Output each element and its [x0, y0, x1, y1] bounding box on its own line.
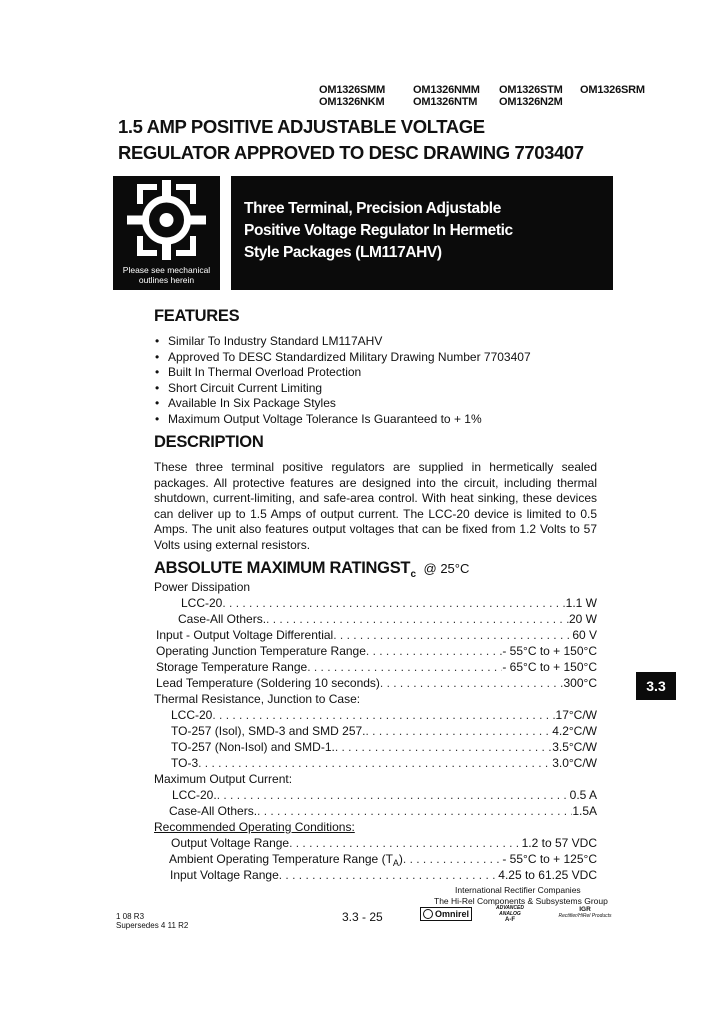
ir-logo-line-2: Rectifier/HiRel Products — [558, 913, 612, 919]
rating-label: TO-257 (Non-Isol) and SMD-1. — [171, 740, 335, 754]
rating-row-pd-lcc — [181, 596, 597, 612]
rating-label: Storage Temperature Range — [156, 660, 308, 674]
leader-dots — [403, 852, 502, 868]
logo-caption-line-1: Please see mechanical — [122, 265, 211, 275]
part-number-1: OM1326SMM — [319, 84, 386, 96]
description-text: These three terminal positive regulators are supplied in hermetically sealed packages. All protective features are designed into the circuit, including thermal shutdown, current-limiting, and safe-area control. With heat sinking, these devices can deliver up to 1.5 Amps of output current. The LCC-20 device is limited to 0.5 Amps. The unit also features output voltages that can be fixed from 1.2 Volts to 57 Volts using external resistors. — [154, 460, 597, 552]
rating-row-th-to3 — [171, 756, 597, 772]
rec-amb-subscript: A — [392, 858, 399, 868]
tagline-line-3: Style Packages (LM117AHV) — [244, 244, 442, 261]
title-line-1: 1.5 AMP POSITIVE ADJUSTABLE VOLTAGE — [118, 116, 485, 137]
rating-value: 1.2 to 57 VDC — [521, 836, 597, 850]
leader-dots — [335, 740, 552, 756]
rating-row-rec-ambient — [169, 852, 597, 869]
rec-amb-close: ) — [398, 852, 403, 866]
rating-value: - 55°C to + 125°C — [502, 852, 597, 866]
rating-value: 3.0°C/W — [552, 756, 597, 770]
advanced-analog-logo — [490, 905, 530, 923]
rating-value: 1.5A — [572, 804, 597, 818]
feature-item: • Short Circuit Current Limiting — [155, 381, 531, 397]
rating-row-th-lcc — [171, 708, 597, 724]
omnirel-logo — [420, 907, 472, 921]
rating-value: 3.5°C/W — [552, 740, 597, 754]
section-tab: 3.3 — [636, 672, 676, 700]
rating-value: 0.5 A — [569, 788, 597, 802]
leader-dots — [217, 788, 570, 804]
footer-company-line-1: International Rectifier Companies — [455, 885, 581, 895]
tagline-block — [231, 176, 613, 290]
rating-label: Output Voltage Range — [171, 836, 290, 850]
ratings-heading-c: c — [410, 569, 417, 580]
leader-dots — [212, 708, 555, 724]
rating-label — [169, 852, 403, 869]
features-heading: FEATURES — [154, 307, 240, 325]
rating-row-rec-output — [171, 836, 597, 852]
rating-row-th-to257-nonisol — [171, 740, 597, 756]
rating-row-storage — [156, 660, 597, 676]
rating-label: TO-3 — [171, 756, 199, 770]
part-number-7: OM1326N2M — [499, 96, 563, 108]
rating-row-th-to257-isol — [171, 724, 597, 740]
rating-row-op-junction — [156, 644, 597, 660]
rating-label: Input Voltage Range — [170, 868, 279, 882]
footer-supersedes: Supersedes 4 11 R2 — [116, 921, 189, 930]
leader-dots — [333, 628, 572, 644]
ir-logo — [555, 906, 615, 920]
rating-value: 60 V — [572, 628, 597, 642]
power-dissipation-label: Power Dissipation — [154, 580, 251, 594]
leader-dots — [289, 836, 522, 852]
rating-label: Operating Junction Temperature Range — [156, 644, 366, 658]
feature-item: • Maximum Output Voltage Tolerance Is Guaranteed to + 1% — [155, 412, 531, 428]
ratings-heading-text: ABSOLUTE MAXIMUM RATINGS — [154, 559, 401, 577]
max-output-current-label: Maximum Output Current: — [154, 772, 293, 786]
leader-dots — [266, 612, 569, 628]
rating-label: LCC-20 — [181, 596, 223, 610]
omnirel-mark-icon — [423, 909, 433, 919]
features-list — [155, 334, 531, 427]
rating-label: TO-257 (Isol), SMD-3 and SMD 257. — [171, 724, 366, 738]
description-heading: DESCRIPTION — [154, 433, 264, 451]
rating-row-mc-lcc — [172, 788, 597, 804]
part-number-3: OM1326STM — [499, 84, 563, 96]
rating-row-io-diff — [156, 628, 597, 644]
logo-mark-icon — [113, 176, 220, 264]
recommended-conditions-label: Recommended Operating Conditions: — [154, 820, 355, 834]
feature-item: • Built In Thermal Overload Protection — [155, 365, 531, 381]
title-line-2: REGULATOR APPROVED TO DESC DRAWING 7703407 — [118, 142, 584, 163]
ir-logo-line-1: IGR — [579, 906, 591, 913]
rating-value: - 65°C to + 150°C — [502, 660, 597, 674]
rating-row-lead — [156, 676, 597, 692]
tagline-line-1: Three Terminal, Precision Adjustable — [244, 200, 501, 217]
leader-dots — [198, 756, 552, 772]
footer-company-line-2: The Hi-Rel Components & Subsystems Group — [434, 896, 608, 906]
advanced-logo-line-3: A-F — [505, 917, 515, 923]
leader-dots — [222, 596, 565, 612]
omnirel-logo-text: Omnirel — [435, 909, 470, 919]
rating-label: Case-All Others. — [178, 612, 267, 626]
rating-row-rec-input — [170, 868, 597, 884]
rating-value: 1.1 W — [565, 596, 597, 610]
rec-amb-label-text: Ambient Operating Temperature Range (T — [169, 852, 393, 866]
leader-dots — [380, 676, 564, 692]
ratings-heading-t: T — [400, 559, 411, 577]
leader-dots — [307, 660, 502, 676]
rating-label: LCC-20. — [172, 788, 217, 802]
rating-label: Input - Output Voltage Differential — [156, 628, 334, 642]
advanced-logo-line-2: ANALOG — [499, 911, 521, 917]
part-number-4: OM1326SRM — [580, 84, 645, 96]
part-number-6: OM1326NTM — [413, 96, 478, 108]
feature-item: • Approved To DESC Standardized Military Drawing Number 7703407 — [155, 350, 531, 366]
rating-row-mc-case — [169, 804, 597, 820]
rating-label: Lead Temperature (Soldering 10 seconds) — [156, 676, 380, 690]
logo-block — [113, 176, 220, 290]
tagline-line-2: Positive Voltage Regulator In Hermetic — [244, 222, 513, 239]
leader-dots — [366, 724, 553, 740]
logo-caption — [113, 265, 220, 285]
logo-caption-line-2: outlines herein — [138, 275, 195, 285]
ratings-heading — [154, 559, 469, 578]
thermal-resistance-label: Thermal Resistance, Junction to Case: — [154, 692, 361, 706]
rating-label: LCC-20 — [171, 708, 213, 722]
rating-value: 4.2°C/W — [552, 724, 597, 738]
feature-item: • Available In Six Package Styles — [155, 396, 531, 412]
rating-label: Case-All Others. — [169, 804, 258, 818]
rating-value: 4.25 to 61.25 VDC — [498, 868, 597, 882]
ratings-heading-condition: @ 25°C — [423, 561, 470, 576]
footer-revision: 1 08 R3 — [116, 912, 145, 921]
leader-dots — [366, 644, 502, 660]
leader-dots — [279, 868, 499, 884]
part-number-5: OM1326NKM — [319, 96, 385, 108]
leader-dots — [257, 804, 572, 820]
rating-value: 300°C — [563, 676, 597, 690]
advanced-logo-line-1: ADVANCED — [496, 905, 524, 911]
rating-value: 17°C/W — [555, 708, 597, 722]
rating-value: 20 W — [568, 612, 597, 626]
rating-row-pd-case — [178, 612, 597, 628]
feature-item: • Similar To Industry Standard LM117AHV — [155, 334, 531, 350]
part-number-2: OM1326NMM — [413, 84, 480, 96]
rating-value: - 55°C to + 150°C — [502, 644, 597, 658]
footer-page-number: 3.3 - 25 — [342, 910, 383, 924]
